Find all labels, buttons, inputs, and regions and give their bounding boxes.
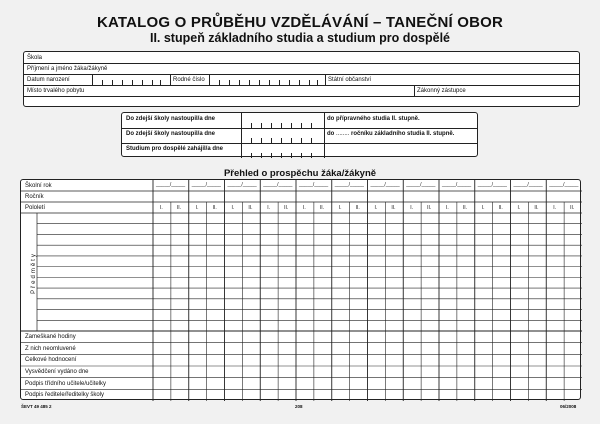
field-divider-tick bbox=[249, 80, 250, 85]
field-divider-tick bbox=[299, 80, 300, 85]
field-divider-tick bbox=[251, 123, 252, 128]
field-divider-tick bbox=[251, 153, 252, 158]
field-divider-tick bbox=[251, 138, 252, 143]
field-divider-tick bbox=[291, 138, 292, 143]
entry-row1-label: Do zdejší školy nastoupil/a dne bbox=[126, 116, 216, 122]
summary-row-label: Zameškané hodiny bbox=[25, 334, 76, 340]
year-placeholder: _____/_____ bbox=[477, 182, 507, 188]
term-label: II. bbox=[176, 205, 182, 211]
year-placeholder: _____/_____ bbox=[191, 182, 221, 188]
entry-row3-label: Studium pro dospělé zahájil/a dne bbox=[126, 146, 224, 152]
entry-row2-text: do ........ ročníku základního studia II. stupně. bbox=[327, 131, 455, 137]
term-label: I. bbox=[160, 205, 163, 211]
field-divider-tick bbox=[259, 80, 260, 85]
field-divider-tick bbox=[112, 80, 113, 85]
field-divider-tick bbox=[301, 123, 302, 128]
field-divider-tick bbox=[311, 153, 312, 158]
term-label: II. bbox=[462, 205, 468, 211]
label-jmeno: Příjmení a jméno žáka/žákyně bbox=[27, 66, 108, 72]
term-label: II. bbox=[391, 205, 396, 211]
personal-details-box bbox=[23, 51, 580, 107]
field-divider-tick bbox=[229, 80, 230, 85]
label-skola: Škola bbox=[27, 55, 43, 61]
field-divider-tick bbox=[317, 80, 318, 85]
field-divider-tick bbox=[281, 138, 282, 143]
term-label: II. bbox=[570, 205, 575, 211]
term-label: I. bbox=[446, 205, 449, 211]
entry-row2-label: Do zdejší školy nastoupil/a dne bbox=[126, 131, 216, 137]
label-pololeti: Pololetí bbox=[25, 205, 46, 211]
field-divider-tick bbox=[279, 80, 280, 85]
term-label: II. bbox=[319, 205, 325, 211]
overview-title: Přehled o prospěchu žáka/žákyně bbox=[223, 168, 377, 179]
field-divider-tick bbox=[261, 153, 262, 158]
label-rocnik: Ročník bbox=[25, 194, 44, 200]
year-placeholder: _____/_____ bbox=[442, 182, 472, 188]
term-label: II. bbox=[498, 205, 503, 211]
year-placeholder: _____/_____ bbox=[370, 182, 400, 188]
year-placeholder: _____/_____ bbox=[334, 182, 364, 188]
label-zakonny-zastupce: Zákonný zástupce bbox=[417, 88, 466, 94]
year-placeholder: _____/_____ bbox=[263, 182, 293, 188]
field-divider-tick bbox=[289, 80, 290, 85]
term-label: II. bbox=[212, 205, 217, 211]
term-label: II. bbox=[355, 205, 360, 211]
field-divider-tick bbox=[311, 138, 312, 143]
term-label: I. bbox=[481, 205, 485, 211]
term-label: I. bbox=[517, 205, 521, 211]
term-label: I. bbox=[374, 205, 378, 211]
term-label: I. bbox=[267, 205, 271, 211]
field-divider-tick bbox=[269, 80, 270, 85]
field-divider-tick bbox=[122, 80, 123, 85]
term-label: I. bbox=[410, 205, 414, 211]
term-label: II. bbox=[427, 205, 432, 211]
label-datum-narozeni: Datum narození bbox=[27, 77, 70, 83]
field-divider-tick bbox=[291, 123, 292, 128]
field-divider-tick bbox=[160, 80, 161, 85]
field-divider-tick bbox=[102, 80, 103, 85]
footer-code: ŠEVT 49 485 2 bbox=[21, 404, 52, 409]
year-placeholder: _____/_____ bbox=[406, 182, 436, 188]
field-divider-tick bbox=[271, 138, 272, 143]
year-placeholder: _____/_____ bbox=[513, 182, 543, 188]
label-bydliste: Místo trvalého pobytu bbox=[27, 88, 85, 94]
term-label: I. bbox=[231, 205, 235, 211]
label-predmety: Předměty bbox=[30, 252, 37, 294]
entry-info-box bbox=[121, 112, 478, 157]
field-divider-tick bbox=[311, 123, 312, 128]
field-divider-tick bbox=[239, 80, 240, 85]
summary-row-label: Z nich neomluvené bbox=[25, 345, 76, 352]
label-obcanstvi: Státní občanství bbox=[328, 77, 372, 83]
field-divider-tick bbox=[301, 138, 302, 143]
term-label: I. bbox=[195, 205, 199, 211]
entry-row1-text: do přípravného studia II. stupně. bbox=[327, 116, 420, 122]
term-label: I. bbox=[553, 205, 557, 211]
field-divider-tick bbox=[301, 153, 302, 158]
field-divider-tick bbox=[142, 80, 143, 85]
field-divider-tick bbox=[309, 80, 310, 85]
label-skolni-rok: Školní rok bbox=[25, 183, 52, 189]
summary-row-label: Celkové hodnocení bbox=[25, 357, 77, 364]
form-subtitle: II. stupeň základního studia a studium pro dospělé bbox=[149, 31, 451, 45]
grades-table bbox=[20, 179, 581, 400]
term-label: II. bbox=[248, 205, 253, 211]
field-divider-tick bbox=[132, 80, 133, 85]
field-divider-tick bbox=[271, 153, 272, 158]
field-divider-tick bbox=[281, 123, 282, 128]
field-divider-tick bbox=[261, 123, 262, 128]
term-label: I. bbox=[338, 205, 342, 211]
year-placeholder: _____/_____ bbox=[549, 182, 579, 188]
field-divider-tick bbox=[261, 138, 262, 143]
field-divider-tick bbox=[281, 153, 282, 158]
footer-date: 06/2008 bbox=[560, 404, 577, 409]
label-rodne-cislo: Rodné číslo bbox=[173, 77, 205, 83]
grades-grid bbox=[21, 180, 582, 401]
form-title: KATALOG O PRŮBĚHU VZDĚLÁVÁNÍ – TANEČNÍ OBOR bbox=[96, 14, 504, 31]
footer-number: 208 bbox=[295, 404, 303, 409]
summary-row-label: Vysvědčení vydáno dne bbox=[25, 369, 89, 375]
year-placeholder: _____/_____ bbox=[156, 182, 186, 188]
term-label: II. bbox=[284, 205, 289, 211]
field-divider-tick bbox=[152, 80, 153, 85]
field-divider-tick bbox=[219, 80, 220, 85]
summary-row-label: Podpis třídního učitele/učitelky bbox=[25, 380, 107, 387]
field-divider-tick bbox=[271, 123, 272, 128]
term-label: II. bbox=[534, 205, 539, 211]
year-placeholder: _____/_____ bbox=[299, 182, 329, 188]
year-placeholder: _____/_____ bbox=[227, 182, 257, 188]
summary-row-label: Podpis ředitele/ředitelky školy bbox=[25, 392, 105, 399]
term-label: I. bbox=[303, 205, 306, 211]
field-divider-tick bbox=[291, 153, 292, 158]
